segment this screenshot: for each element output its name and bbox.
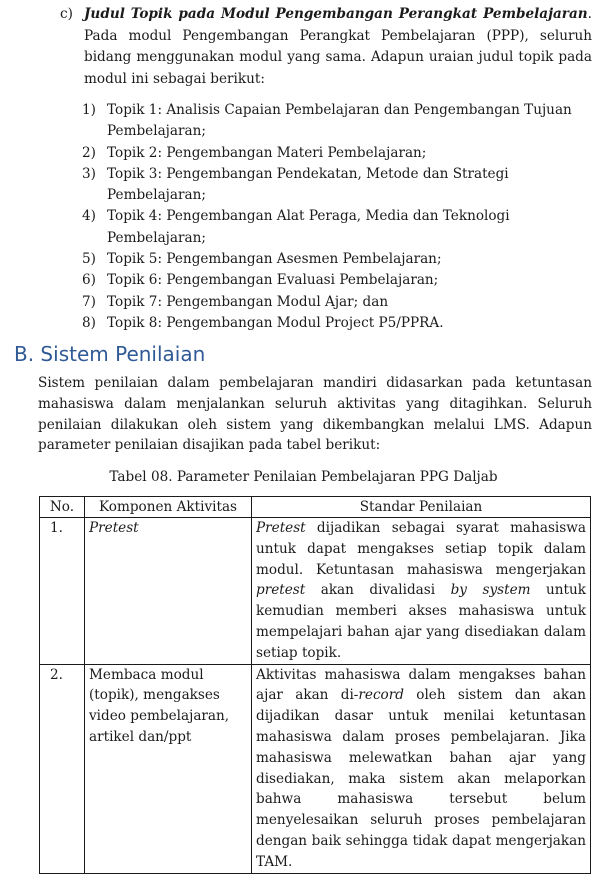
list-number: 8) (82, 314, 96, 331)
table-caption: Tabel 08. Parameter Penilaian Pembelajaran PPG Daljab (109, 469, 498, 485)
cell-standard (252, 664, 591, 873)
text-run: untuk kemudian memberi akses mahasiswa untuk mempelajari bahan ajar yang disediakan dalam setiap topik. (256, 582, 586, 661)
text-run: oleh sistem dan akan dijadikan dasar untuk menilai ketuntasan mahasiswa dalam proses pembelajaran. Jika mahasiswa melewatkan bahan ajar yang disediakan, maka sistem akan melaporkan bahwa mahasiswa tersebut belum menyelesaikan seluruh proses pembelajaran dengan baik sehingga tidak dapat mengerjakan TAM. (256, 687, 586, 870)
text-italic: pretest (256, 582, 306, 599)
column-header-standard: Standar Penilaian (252, 497, 591, 518)
list-item (82, 292, 582, 313)
list-text: Topik 8: Pengembangan Modul Project P5/PPRA. (107, 314, 444, 331)
list-marker: c) (60, 6, 73, 22)
cell-component: Membaca modul (topik), mengakses video pembelajaran, artikel dan/ppt (85, 664, 252, 873)
list-number: 4) (82, 208, 96, 225)
text-run: dijadikan sebagai syarat mahasiswa untuk dapat mengakses setiap topik dalam modul. Ketuntasan mahasiswa mengerjakan (256, 520, 586, 578)
table-header-row (40, 497, 591, 518)
item-title: Judul Topik pada Modul Pengembangan Perangkat Pembelajaran (84, 6, 588, 22)
cell-no: 2. (40, 664, 85, 873)
list-number: 5) (82, 251, 96, 268)
list-number: 7) (82, 293, 96, 310)
list-text: Topik 6: Pengembangan Evaluasi Pembelajaran; (107, 272, 439, 289)
list-item (82, 313, 582, 334)
list-item (82, 100, 582, 143)
list-item (82, 143, 582, 164)
section-heading: B. Sistem Penilaian (14, 342, 206, 366)
list-text: Topik 4: Pengembangan Alat Peraga, Media dan Teknologi Pembelajaran; (107, 208, 510, 246)
list-item (82, 249, 582, 270)
list-text: Topik 2: Pengembangan Materi Pembelajaran; (107, 144, 427, 161)
list-number: 3) (82, 165, 96, 182)
cell-no: 1. (40, 518, 85, 665)
list-item-body (84, 4, 592, 90)
list-number: 1) (82, 102, 96, 118)
list-item (82, 206, 582, 249)
text-italic: Pretest (256, 520, 306, 536)
cell-standard (252, 518, 591, 665)
text-italic: by system (450, 582, 531, 599)
table-row (40, 518, 591, 665)
list-text: Topik 3: Pengembangan Pendekatan, Metode dan Strategi Pembelajaran; (107, 165, 509, 204)
list-text: Topik 7: Pengembangan Modul Ajar; dan (107, 293, 389, 310)
list-number: 6) (82, 272, 96, 289)
list-text: Topik 1: Analisis Capaian Pembelajaran dan Pengembangan Tujuan Pembelajaran; (107, 102, 572, 140)
list-number: 2) (82, 144, 96, 161)
list-item (82, 164, 582, 207)
list-item (82, 270, 582, 291)
section-paragraph: Sistem penilaian dalam pembelajaran mandiri didasarkan pada ketuntasan mahasiswa dalam menjalankan seluruh aktivitas yang ditagihkan. Seluruh penilaian dilakukan oleh sistem yang dikembangkan melalui LMS. Adapun parameter penilaian disajikan pada tabel berikut: (38, 375, 592, 454)
list-item-c (60, 4, 592, 90)
parameter-table (39, 496, 591, 874)
item-text: . Pada modul Pengembangan Perangkat Pembelajaran (PPP), seluruh bidang menggunakan modul yang sama. Adapun uraian judul topik pada modul ini sebagai berikut: (84, 6, 592, 87)
column-header-no: No. (40, 497, 85, 518)
text-run: Aktivitas mahasiswa dalam mengakses bahan ajar akan di- (256, 666, 586, 704)
text-italic: record (358, 687, 404, 704)
column-header-component: Komponen Aktivitas (85, 497, 252, 518)
table-row (40, 664, 591, 873)
text-run: akan divalidasi (305, 582, 451, 599)
topic-list (82, 100, 582, 334)
cell-component: Pretest (85, 518, 252, 665)
list-text: Topik 5: Pengembangan Asesmen Pembelajaran; (107, 251, 442, 268)
